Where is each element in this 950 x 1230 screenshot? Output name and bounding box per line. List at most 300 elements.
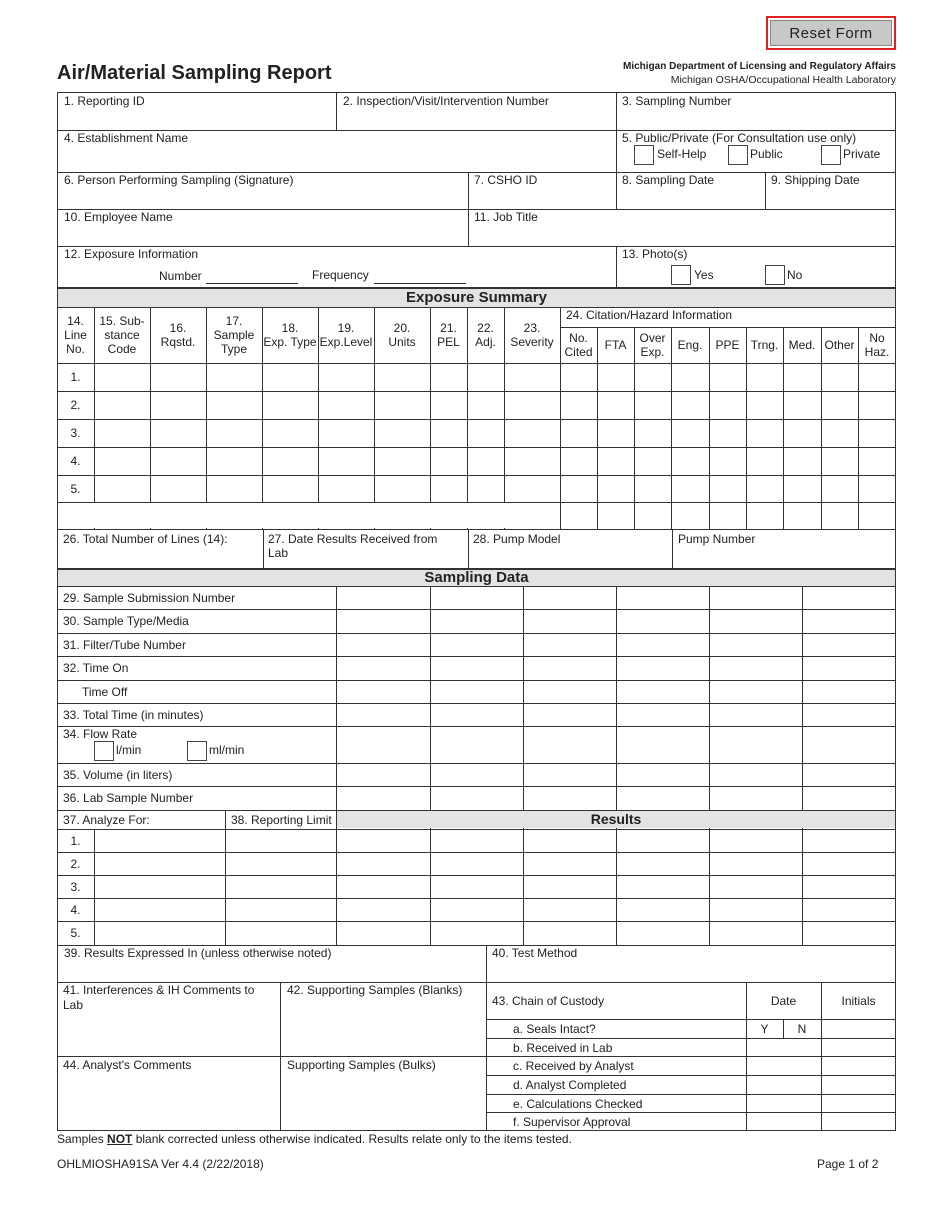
- sampling-cell[interactable]: [803, 764, 895, 785]
- coc-date-cell[interactable]: [747, 1076, 820, 1093]
- exposure-cell[interactable]: [431, 476, 466, 501]
- exposure-cell[interactable]: [561, 476, 596, 501]
- sampling-cell[interactable]: [524, 634, 615, 655]
- exposure-cell[interactable]: [672, 364, 708, 390]
- employee-name-label: 10. Employee Name: [64, 210, 173, 224]
- private-checkbox[interactable]: [821, 145, 841, 165]
- exposure-cell[interactable]: [822, 392, 857, 418]
- result-cell[interactable]: [431, 876, 522, 897]
- sampling-row-label: Time Off: [82, 685, 128, 699]
- exposure-cell[interactable]: [747, 364, 782, 390]
- sampling-cell[interactable]: [524, 587, 615, 608]
- exposure-cell[interactable]: [672, 420, 708, 446]
- exposure-col-header: 14. Line No.: [64, 314, 87, 356]
- exposure-cell[interactable]: [468, 392, 503, 418]
- frequency-label: Frequency: [312, 268, 369, 282]
- exposure-cell[interactable]: [747, 420, 782, 446]
- exposure-cell[interactable]: [263, 448, 317, 474]
- sampling-cell[interactable]: [710, 727, 801, 762]
- citation-col-header: No. Cited: [564, 331, 593, 359]
- exposure-cell[interactable]: [710, 448, 745, 474]
- photos-no-checkbox[interactable]: [765, 265, 785, 285]
- exposure-cell[interactable]: [859, 392, 895, 418]
- result-cell[interactable]: [803, 899, 895, 920]
- exposure-cell[interactable]: [672, 448, 708, 474]
- sampling-cell[interactable]: [617, 610, 708, 632]
- agency-name: Michigan Department of Licensing and Regulatory Affairs: [623, 61, 896, 72]
- coc-initials-cell[interactable]: [822, 1113, 895, 1130]
- result-cell[interactable]: [226, 830, 335, 851]
- result-cell[interactable]: [617, 876, 708, 897]
- exposure-cell[interactable]: [207, 392, 261, 418]
- self-help-label: Self-Help: [657, 147, 707, 161]
- self-help-checkbox[interactable]: [634, 145, 654, 165]
- exposure-cell[interactable]: [319, 392, 373, 418]
- result-cell[interactable]: [524, 876, 615, 897]
- reset-form-button[interactable]: [766, 16, 896, 50]
- exposure-cell[interactable]: [859, 364, 895, 390]
- result-line-number: 4.: [70, 903, 81, 917]
- exposure-cell[interactable]: [635, 448, 670, 474]
- result-cell[interactable]: [710, 922, 801, 944]
- sampling-cell[interactable]: [337, 787, 429, 809]
- result-line-number: 3.: [70, 880, 81, 894]
- result-cell[interactable]: [524, 899, 615, 920]
- result-cell[interactable]: [710, 899, 801, 920]
- sampling-row-label: 31. Filter/Tube Number: [63, 638, 186, 652]
- exposure-cell[interactable]: [859, 420, 895, 446]
- person-sampling-label: 6. Person Performing Sampling (Signature): [64, 173, 294, 187]
- exposure-cell[interactable]: [822, 448, 857, 474]
- number-input[interactable]: [206, 283, 298, 284]
- sampling-cell[interactable]: [524, 727, 615, 762]
- exposure-cell[interactable]: [319, 364, 373, 390]
- results-expressed-label: 39. Results Expressed In (unless otherwise noted): [64, 946, 332, 960]
- result-cell[interactable]: [337, 922, 429, 944]
- exposure-cell[interactable]: [468, 364, 503, 390]
- coc-item-label: d. Analyst Completed: [513, 1078, 627, 1092]
- exposure-cell[interactable]: [151, 420, 205, 446]
- result-cell[interactable]: [524, 922, 615, 944]
- coc-initials-cell[interactable]: [822, 1020, 895, 1037]
- analyst-comments-label: 44. Analyst's Comments: [63, 1058, 192, 1072]
- sampling-cell[interactable]: [524, 610, 615, 632]
- coc-date-cell[interactable]: [747, 1039, 820, 1055]
- date-results-label: 27. Date Results Received from Lab: [268, 532, 438, 560]
- exposure-cell[interactable]: [263, 364, 317, 390]
- result-line-number: 1.: [70, 834, 81, 848]
- result-line-number: 5.: [70, 926, 81, 940]
- exposure-cell[interactable]: [859, 476, 895, 501]
- exposure-cell[interactable]: [375, 420, 429, 446]
- footnote: [57, 1132, 572, 1146]
- exposure-cell[interactable]: [95, 476, 149, 501]
- exposure-cell[interactable]: [672, 392, 708, 418]
- exposure-col-header: 15. Sub- stance Code: [99, 314, 145, 356]
- sampling-cell[interactable]: [337, 587, 429, 608]
- citation-col-header: PPE: [715, 338, 740, 352]
- sampling-date-label: 8. Sampling Date: [622, 173, 715, 187]
- footnote-pre: Samples: [57, 1132, 108, 1146]
- lab-name: Michigan OSHA/Occupational Health Laboratory: [670, 74, 896, 86]
- pump-number-label: Pump Number: [678, 532, 756, 546]
- chain-of-custody-label: 43. Chain of Custody: [492, 994, 605, 1008]
- coc-item-label: c. Received by Analyst: [513, 1059, 634, 1073]
- exposure-cell[interactable]: [468, 420, 503, 446]
- exposure-col-header: 23. Severity: [510, 321, 554, 349]
- supporting-bulks-label: Supporting Samples (Bulks): [287, 1058, 436, 1072]
- exposure-cell[interactable]: [431, 448, 466, 474]
- page-title: Air/Material Sampling Report: [57, 62, 332, 84]
- job-title-label: 11. Job Title: [474, 210, 538, 224]
- sampling-cell[interactable]: [617, 704, 708, 725]
- exposure-cell[interactable]: [822, 476, 857, 501]
- sampling-cell[interactable]: [710, 681, 801, 702]
- establishment-name-label: 4. Establishment Name: [64, 131, 189, 145]
- exposure-cell[interactable]: [784, 448, 820, 474]
- result-cell[interactable]: [226, 876, 335, 897]
- pump-model-label: 28. Pump Model: [473, 532, 561, 546]
- result-cell[interactable]: [95, 899, 224, 920]
- result-cell[interactable]: [431, 922, 522, 944]
- form-version: OHLMIOSHA91SA Ver 4.4 (2/22/2018): [57, 1157, 264, 1171]
- exposure-col-header: 16. Rqstd.: [160, 321, 196, 349]
- sampling-cell[interactable]: [431, 727, 522, 762]
- sampling-row-label: 34. Flow Rate: [63, 727, 138, 741]
- result-cell[interactable]: [226, 899, 335, 920]
- exposure-cell[interactable]: [207, 448, 261, 474]
- sampling-row-label: 29. Sample Submission Number: [63, 591, 236, 605]
- exposure-cell[interactable]: [598, 420, 633, 446]
- exposure-cell[interactable]: [561, 392, 596, 418]
- result-cell[interactable]: [803, 853, 895, 874]
- result-cell[interactable]: [710, 853, 801, 874]
- exposure-cell[interactable]: [505, 476, 559, 501]
- sampling-cell[interactable]: [617, 787, 708, 809]
- supporting-blanks-label: 42. Supporting Samples (Blanks): [287, 983, 463, 997]
- exposure-cell[interactable]: [859, 448, 895, 474]
- sampling-cell[interactable]: [337, 634, 429, 655]
- result-cell[interactable]: [337, 899, 429, 920]
- sampling-cell[interactable]: [431, 634, 522, 655]
- total-lines-label: 26. Total Number of Lines (14):: [63, 532, 228, 546]
- public-checkbox[interactable]: [728, 145, 748, 165]
- sampling-cell[interactable]: [617, 634, 708, 655]
- reset-form-label: Reset Form: [770, 20, 892, 46]
- exposure-cell[interactable]: [710, 476, 745, 501]
- exposure-cell[interactable]: [505, 420, 559, 446]
- exposure-cell[interactable]: [710, 420, 745, 446]
- exposure-col-header: 20. Units: [388, 321, 416, 349]
- sampling-cell[interactable]: [337, 610, 429, 632]
- interferences-label: 41. Interferences & IH Comments to Lab: [63, 983, 255, 1012]
- exposure-cell[interactable]: [319, 476, 373, 501]
- exposure-cell[interactable]: [207, 476, 261, 501]
- sampling-cell[interactable]: [617, 657, 708, 679]
- exposure-cell[interactable]: [207, 420, 261, 446]
- coc-initials-cell[interactable]: [822, 1039, 895, 1055]
- exposure-cell[interactable]: [784, 476, 820, 501]
- exposure-cell[interactable]: [635, 392, 670, 418]
- sampling-cell[interactable]: [337, 727, 429, 762]
- citation-col-header: Med.: [788, 338, 816, 352]
- sampling-cell[interactable]: [524, 657, 615, 679]
- coc-initials-cell[interactable]: [822, 1076, 895, 1093]
- exposure-col-header: 18. Exp. Type: [263, 321, 317, 349]
- sampling-cell[interactable]: [803, 787, 895, 809]
- result-cell[interactable]: [617, 922, 708, 944]
- inspection-number-label: 2. Inspection/Visit/Intervention Number: [343, 94, 549, 108]
- exposure-cell[interactable]: [468, 448, 503, 474]
- citation-col-header: Other: [824, 338, 855, 352]
- sampling-row-label: 36. Lab Sample Number: [63, 791, 194, 805]
- exposure-cell[interactable]: [431, 420, 466, 446]
- mlmin-checkbox[interactable]: [187, 741, 207, 761]
- sampling-cell[interactable]: [524, 787, 615, 809]
- exposure-cell[interactable]: [598, 392, 633, 418]
- exposure-cell[interactable]: [263, 476, 317, 501]
- exposure-cell[interactable]: [635, 420, 670, 446]
- sampling-cell[interactable]: [617, 727, 708, 762]
- sampling-cell[interactable]: [710, 657, 801, 679]
- exposure-info-label: 12. Exposure Information: [64, 247, 199, 261]
- exposure-cell[interactable]: [822, 420, 857, 446]
- exposure-cell[interactable]: [95, 448, 149, 474]
- result-cell[interactable]: [95, 853, 224, 874]
- exposure-cell[interactable]: [505, 364, 559, 390]
- exposure-col-header: 22. Adj.: [475, 321, 496, 349]
- result-cell[interactable]: [710, 830, 801, 851]
- citation-col-header: Over Exp.: [639, 331, 666, 359]
- citation-col-header: Eng.: [677, 338, 703, 352]
- exposure-col-header: 17. Sample Type: [213, 314, 255, 356]
- exposure-cell[interactable]: [263, 392, 317, 418]
- result-cell[interactable]: [803, 876, 895, 897]
- exposure-cell[interactable]: [375, 476, 429, 501]
- sampling-cell[interactable]: [337, 657, 429, 679]
- exposure-cell[interactable]: [784, 392, 820, 418]
- exposure-cell[interactable]: [505, 448, 559, 474]
- photos-label: 13. Photo(s): [622, 247, 688, 261]
- line-number: 1.: [70, 370, 81, 384]
- coc-date-cell[interactable]: [747, 1057, 820, 1074]
- line-number: 5.: [70, 482, 81, 496]
- photos-yes-checkbox[interactable]: [671, 265, 691, 285]
- citation-col-header: FTA: [604, 338, 627, 352]
- result-cell[interactable]: [431, 830, 522, 851]
- sampling-cell[interactable]: [710, 704, 801, 725]
- additives-field[interactable]: [58, 503, 559, 528]
- result-cell[interactable]: [617, 853, 708, 874]
- sampling-cell[interactable]: [524, 681, 615, 702]
- seal-y-label[interactable]: Y: [760, 1022, 769, 1036]
- exposure-cell[interactable]: [95, 392, 149, 418]
- exposure-cell[interactable]: [672, 476, 708, 501]
- exposure-cell[interactable]: [375, 392, 429, 418]
- exposure-cell[interactable]: [375, 364, 429, 390]
- sampling-row-label: 32. Time On: [63, 661, 129, 675]
- result-cell[interactable]: [617, 830, 708, 851]
- sampling-cell[interactable]: [803, 657, 895, 679]
- sampling-cell[interactable]: [431, 657, 522, 679]
- sampling-cell[interactable]: [710, 634, 801, 655]
- coc-date-cell[interactable]: [747, 1095, 820, 1111]
- exposure-cell[interactable]: [747, 476, 782, 501]
- result-cell[interactable]: [226, 853, 335, 874]
- line-number: 2.: [70, 398, 81, 412]
- result-cell[interactable]: [803, 830, 895, 851]
- result-cell[interactable]: [95, 876, 224, 897]
- exposure-cell[interactable]: [319, 420, 373, 446]
- results-title: Results: [590, 811, 642, 827]
- exposure-cell[interactable]: [710, 392, 745, 418]
- date-header: Date: [770, 994, 797, 1008]
- sampling-cell[interactable]: [803, 587, 895, 608]
- exposure-cell[interactable]: [375, 448, 429, 474]
- photos-no-label: No: [787, 268, 803, 282]
- result-cell[interactable]: [95, 830, 224, 851]
- sampling-cell[interactable]: [337, 704, 429, 725]
- sampling-cell[interactable]: [803, 681, 895, 702]
- footnote-post: blank corrected unless otherwise indicated. Results relate only to the items tested.: [132, 1132, 572, 1146]
- sampling-number-label: 3. Sampling Number: [622, 94, 732, 108]
- exposure-cell[interactable]: [95, 364, 149, 390]
- exposure-cell[interactable]: [635, 476, 670, 501]
- exposure-cell[interactable]: [151, 448, 205, 474]
- exposure-cell[interactable]: [598, 364, 633, 390]
- exposure-cell[interactable]: [151, 392, 205, 418]
- result-cell[interactable]: [617, 899, 708, 920]
- sampling-cell[interactable]: [617, 681, 708, 702]
- exposure-cell[interactable]: [151, 364, 205, 390]
- photos-yes-label: Yes: [694, 268, 714, 282]
- result-cell[interactable]: [431, 899, 522, 920]
- sampling-row-label: 30. Sample Type/Media: [63, 614, 189, 628]
- sampling-cell[interactable]: [803, 727, 895, 762]
- sampling-cell[interactable]: [710, 610, 801, 632]
- exposure-cell[interactable]: [468, 476, 503, 501]
- csho-id-label: 7. CSHO ID: [474, 173, 538, 187]
- line-number: 4.: [70, 454, 81, 468]
- exposure-cell[interactable]: [431, 364, 466, 390]
- exposure-cell[interactable]: [747, 392, 782, 418]
- reporting-limit-label: 38. Reporting Limit: [231, 813, 332, 827]
- sampling-cell[interactable]: [524, 704, 615, 725]
- exposure-cell[interactable]: [598, 448, 633, 474]
- sampling-cell[interactable]: [803, 704, 895, 725]
- sampling-cell[interactable]: [431, 764, 522, 785]
- sampling-row-label: 35. Volume (in liters): [63, 768, 173, 782]
- exposure-cell[interactable]: [95, 420, 149, 446]
- coc-item-label: f. Supervisor Approval: [513, 1115, 631, 1129]
- shipping-date-label: 9. Shipping Date: [771, 173, 860, 187]
- sampling-cell[interactable]: [710, 764, 801, 785]
- exposure-cell[interactable]: [561, 364, 596, 390]
- exposure-cell[interactable]: [151, 476, 205, 501]
- public-private-label: 5. Public/Private (For Consultation use only): [622, 131, 857, 145]
- sampling-cell[interactable]: [803, 610, 895, 632]
- initials-header: Initials: [841, 994, 876, 1008]
- citation-col-header: Trng.: [750, 338, 779, 352]
- sampling-data-title: Sampling Data: [424, 569, 529, 586]
- frequency-input[interactable]: [374, 283, 466, 284]
- result-cell[interactable]: [710, 876, 801, 897]
- exposure-cell[interactable]: [431, 392, 466, 418]
- exposure-cell[interactable]: [784, 364, 820, 390]
- number-label: Number: [159, 269, 202, 283]
- result-cell[interactable]: [226, 922, 335, 944]
- exposure-cell[interactable]: [319, 448, 373, 474]
- exposure-cell[interactable]: [635, 364, 670, 390]
- footnote-not: NOT: [107, 1132, 133, 1146]
- result-cell[interactable]: [524, 830, 615, 851]
- lmin-checkbox[interactable]: [94, 741, 114, 761]
- exposure-cell[interactable]: [710, 364, 745, 390]
- sampling-cell[interactable]: [431, 787, 522, 809]
- sampling-cell[interactable]: [617, 587, 708, 608]
- citation-col-header: No Haz.: [864, 331, 890, 359]
- sampling-cell[interactable]: [431, 704, 522, 725]
- citation-header: 24. Citation/Hazard Information: [566, 308, 733, 322]
- exposure-summary-title: Exposure Summary: [406, 289, 547, 306]
- sampling-cell[interactable]: [803, 634, 895, 655]
- sampling-cell[interactable]: [431, 587, 522, 608]
- result-cell[interactable]: [337, 853, 429, 874]
- sampling-cell[interactable]: [337, 764, 429, 785]
- result-cell[interactable]: [337, 830, 429, 851]
- result-cell[interactable]: [524, 853, 615, 874]
- sampling-cell[interactable]: [337, 681, 429, 702]
- lmin-label: l/min: [116, 743, 142, 757]
- result-cell[interactable]: [337, 876, 429, 897]
- exposure-cell[interactable]: [207, 364, 261, 390]
- sampling-cell[interactable]: [524, 764, 615, 785]
- sampling-cell[interactable]: [617, 764, 708, 785]
- exposure-cell[interactable]: [505, 392, 559, 418]
- test-method-label: 40. Test Method: [492, 946, 578, 960]
- private-label: Private: [843, 147, 881, 161]
- exposure-cell[interactable]: [822, 364, 857, 390]
- coc-item-label: b. Received in Lab: [513, 1041, 613, 1055]
- coc-item-label: e. Calculations Checked: [513, 1097, 643, 1111]
- sampling-cell[interactable]: [431, 681, 522, 702]
- exposure-cell[interactable]: [784, 420, 820, 446]
- coc-initials-cell[interactable]: [822, 1095, 895, 1111]
- exposure-cell[interactable]: [561, 420, 596, 446]
- exposure-col-header: 21. PEL: [437, 321, 460, 349]
- result-cell[interactable]: [431, 853, 522, 874]
- page-number: Page 1 of 2: [817, 1157, 879, 1171]
- sampling-cell[interactable]: [431, 610, 522, 632]
- exposure-cell[interactable]: [598, 476, 633, 501]
- exposure-cell[interactable]: [747, 448, 782, 474]
- coc-initials-cell[interactable]: [822, 1057, 895, 1074]
- coc-date-cell[interactable]: [747, 1113, 820, 1130]
- sampling-row-label: 33. Total Time (in minutes): [63, 708, 204, 722]
- exposure-col-header: 19. Exp.Level: [319, 321, 373, 349]
- mlmin-label: ml/min: [209, 743, 245, 757]
- public-label: Public: [750, 147, 783, 161]
- result-cell[interactable]: [95, 922, 224, 944]
- result-line-number: 2.: [70, 857, 81, 871]
- result-cell[interactable]: [803, 922, 895, 944]
- exposure-cell[interactable]: [561, 448, 596, 474]
- analyze-for-label: 37. Analyze For:: [63, 813, 150, 827]
- seal-n-label[interactable]: N: [797, 1022, 807, 1036]
- sampling-cell[interactable]: [710, 587, 801, 608]
- sampling-cell[interactable]: [710, 787, 801, 809]
- exposure-cell[interactable]: [263, 420, 317, 446]
